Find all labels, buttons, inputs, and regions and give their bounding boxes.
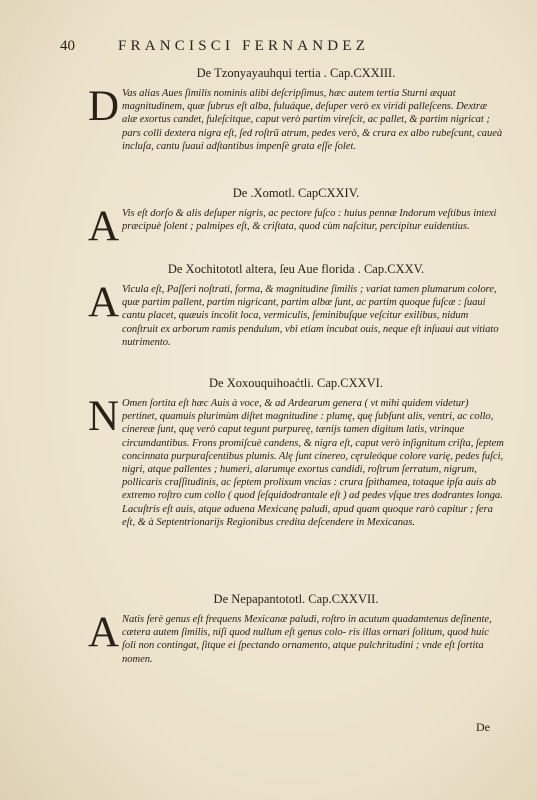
chapter-heading: De Xochitototl altera, ſeu Aue florida . Cap.CXXV. bbox=[167, 262, 425, 276]
drop-cap: A bbox=[88, 203, 120, 250]
text-line: Vicula eſt, Paſſeri noſtrati, forma, & magnitudine ſimilis ; variat tamen plumarum colore, quæ partim pallent, partim nigricant, partim albæ ſunt, ac partim quoque fuſcæ : ſuaui cantu placet, quæuis incolit loca, vermiculis, ſeminibuſque veſcitur exilibus, nidum conſtruit ex arborum ramis pendulum, vbi etiam incubat ouis, neque eſt inſuaui aut vitiato nutrimento. bbox=[122, 284, 499, 348]
text-line: Vas alias Aues ſimilis nominis alibi deſcripſimus, hæc autem tertia Sturni æquat magnitudinem, quæ ſubrus eſt alba, fuluáque, deſuper verò ex viridi palleſcens. Dextræ alæ exortus candet, fuleſcitque, caput verò partim vireſcit, ac pallet, & partim nigricat ; pars colli dextera nigra eſt, ſed roſtrũ atrum, pedes verò, & crura ex albo rubeſcunt, caueà incluſa, cantu ſuaui adſtantibus impenſè grata eſſe ſolet. bbox=[122, 88, 503, 152]
drop-cap: A bbox=[88, 609, 120, 656]
text-line: Vis eſt dorſo & alis deſuper nigris, ac pectore fuſco : huius pennæ Indorum veſtibus intexi præcipuè ſolent ; palmipes eſt, & criſtata, quod cùm naſcitur, percipitur euidentius. bbox=[122, 208, 497, 233]
drop-cap: N bbox=[88, 393, 120, 440]
chapter-cxxvi bbox=[88, 376, 504, 529]
chapter-cxxiv bbox=[88, 186, 504, 250]
text-line: Natis ferè genus eſt frequens Mexicanæ paludi, roſtro in acutum quadamtenus deſinente, cætera autem ſimilis, niſi quod nullum eſt genus colo- ris illas ornari ſolitum, quod huic ſoli non contingat, ſitque ei ſpectando ornamento, atque pulchritudini ; vnde eſt ſortita nomen. bbox=[122, 614, 492, 665]
chapter-body bbox=[88, 203, 504, 250]
drop-cap: A bbox=[88, 279, 120, 326]
chapter-heading: De Tzonyayauhqui tertia . Cap.CXXIII. bbox=[196, 66, 396, 80]
drop-cap: D bbox=[88, 83, 120, 130]
running-head bbox=[60, 38, 500, 58]
page-number: 40 bbox=[60, 38, 75, 54]
chapter-heading: De .Xomotl. CapCXXIV. bbox=[232, 186, 360, 200]
chapter-cxxvii bbox=[88, 592, 504, 666]
chapter-heading: De Nepapantototl. Cap.CXXVII. bbox=[213, 592, 379, 606]
chapter-body bbox=[88, 609, 504, 666]
running-title: FRANCISCI FERNANDEZ bbox=[118, 38, 370, 54]
chapter-cxxiii bbox=[88, 66, 504, 153]
chapter-body bbox=[88, 83, 504, 153]
catchword: De bbox=[476, 720, 490, 734]
chapter-cxxv bbox=[88, 262, 504, 349]
text-line: Omen ſortita eſt hæc Auis à voce, & ad Ardearum genera ( vt mihi quidem videtur) pertinet, quamuis plurimùm diſtet magnitudine : plumę, quę ſubſunt alis, ventri, ac collo, cinereæ ſunt, quę verò caput tegunt purpureę, tænijs tamen digitum latis, vtrinque circumdantibus. Frons promiſcuè candens, & nigra eſt, caput verò inſignitum criſta, ſeptem concinnata purpuraſcentibus plumis. Alę ſunt cinereo, cęruleóque colore varię, pedes fuſci, nigri, atque pallentes ; humeri, alarumųe exortus candidi, roſtrum ſerratum, nigrum, pollicaris craſſitudinis, ac ſeptem prolixum vncias : crura ſpithamea, totaque ipſa auis ab extremo roſtro cum collo ( quod ſeſquidodrantale eſt ) ad pedes vſque tres dodrantes longa. Lacuſtris eſt auis, atque aduena Mexicanę paludi, apud quam quoque rarò capitur ; fera eſt, & à Septentrionarijs Regionibus credita deſcendere in Mexicanas. bbox=[122, 398, 504, 528]
chapter-body bbox=[88, 279, 504, 349]
chapter-heading: De Xoxouquihoaćtli. Cap.CXXVI. bbox=[209, 376, 383, 390]
chapter-body bbox=[88, 393, 504, 529]
